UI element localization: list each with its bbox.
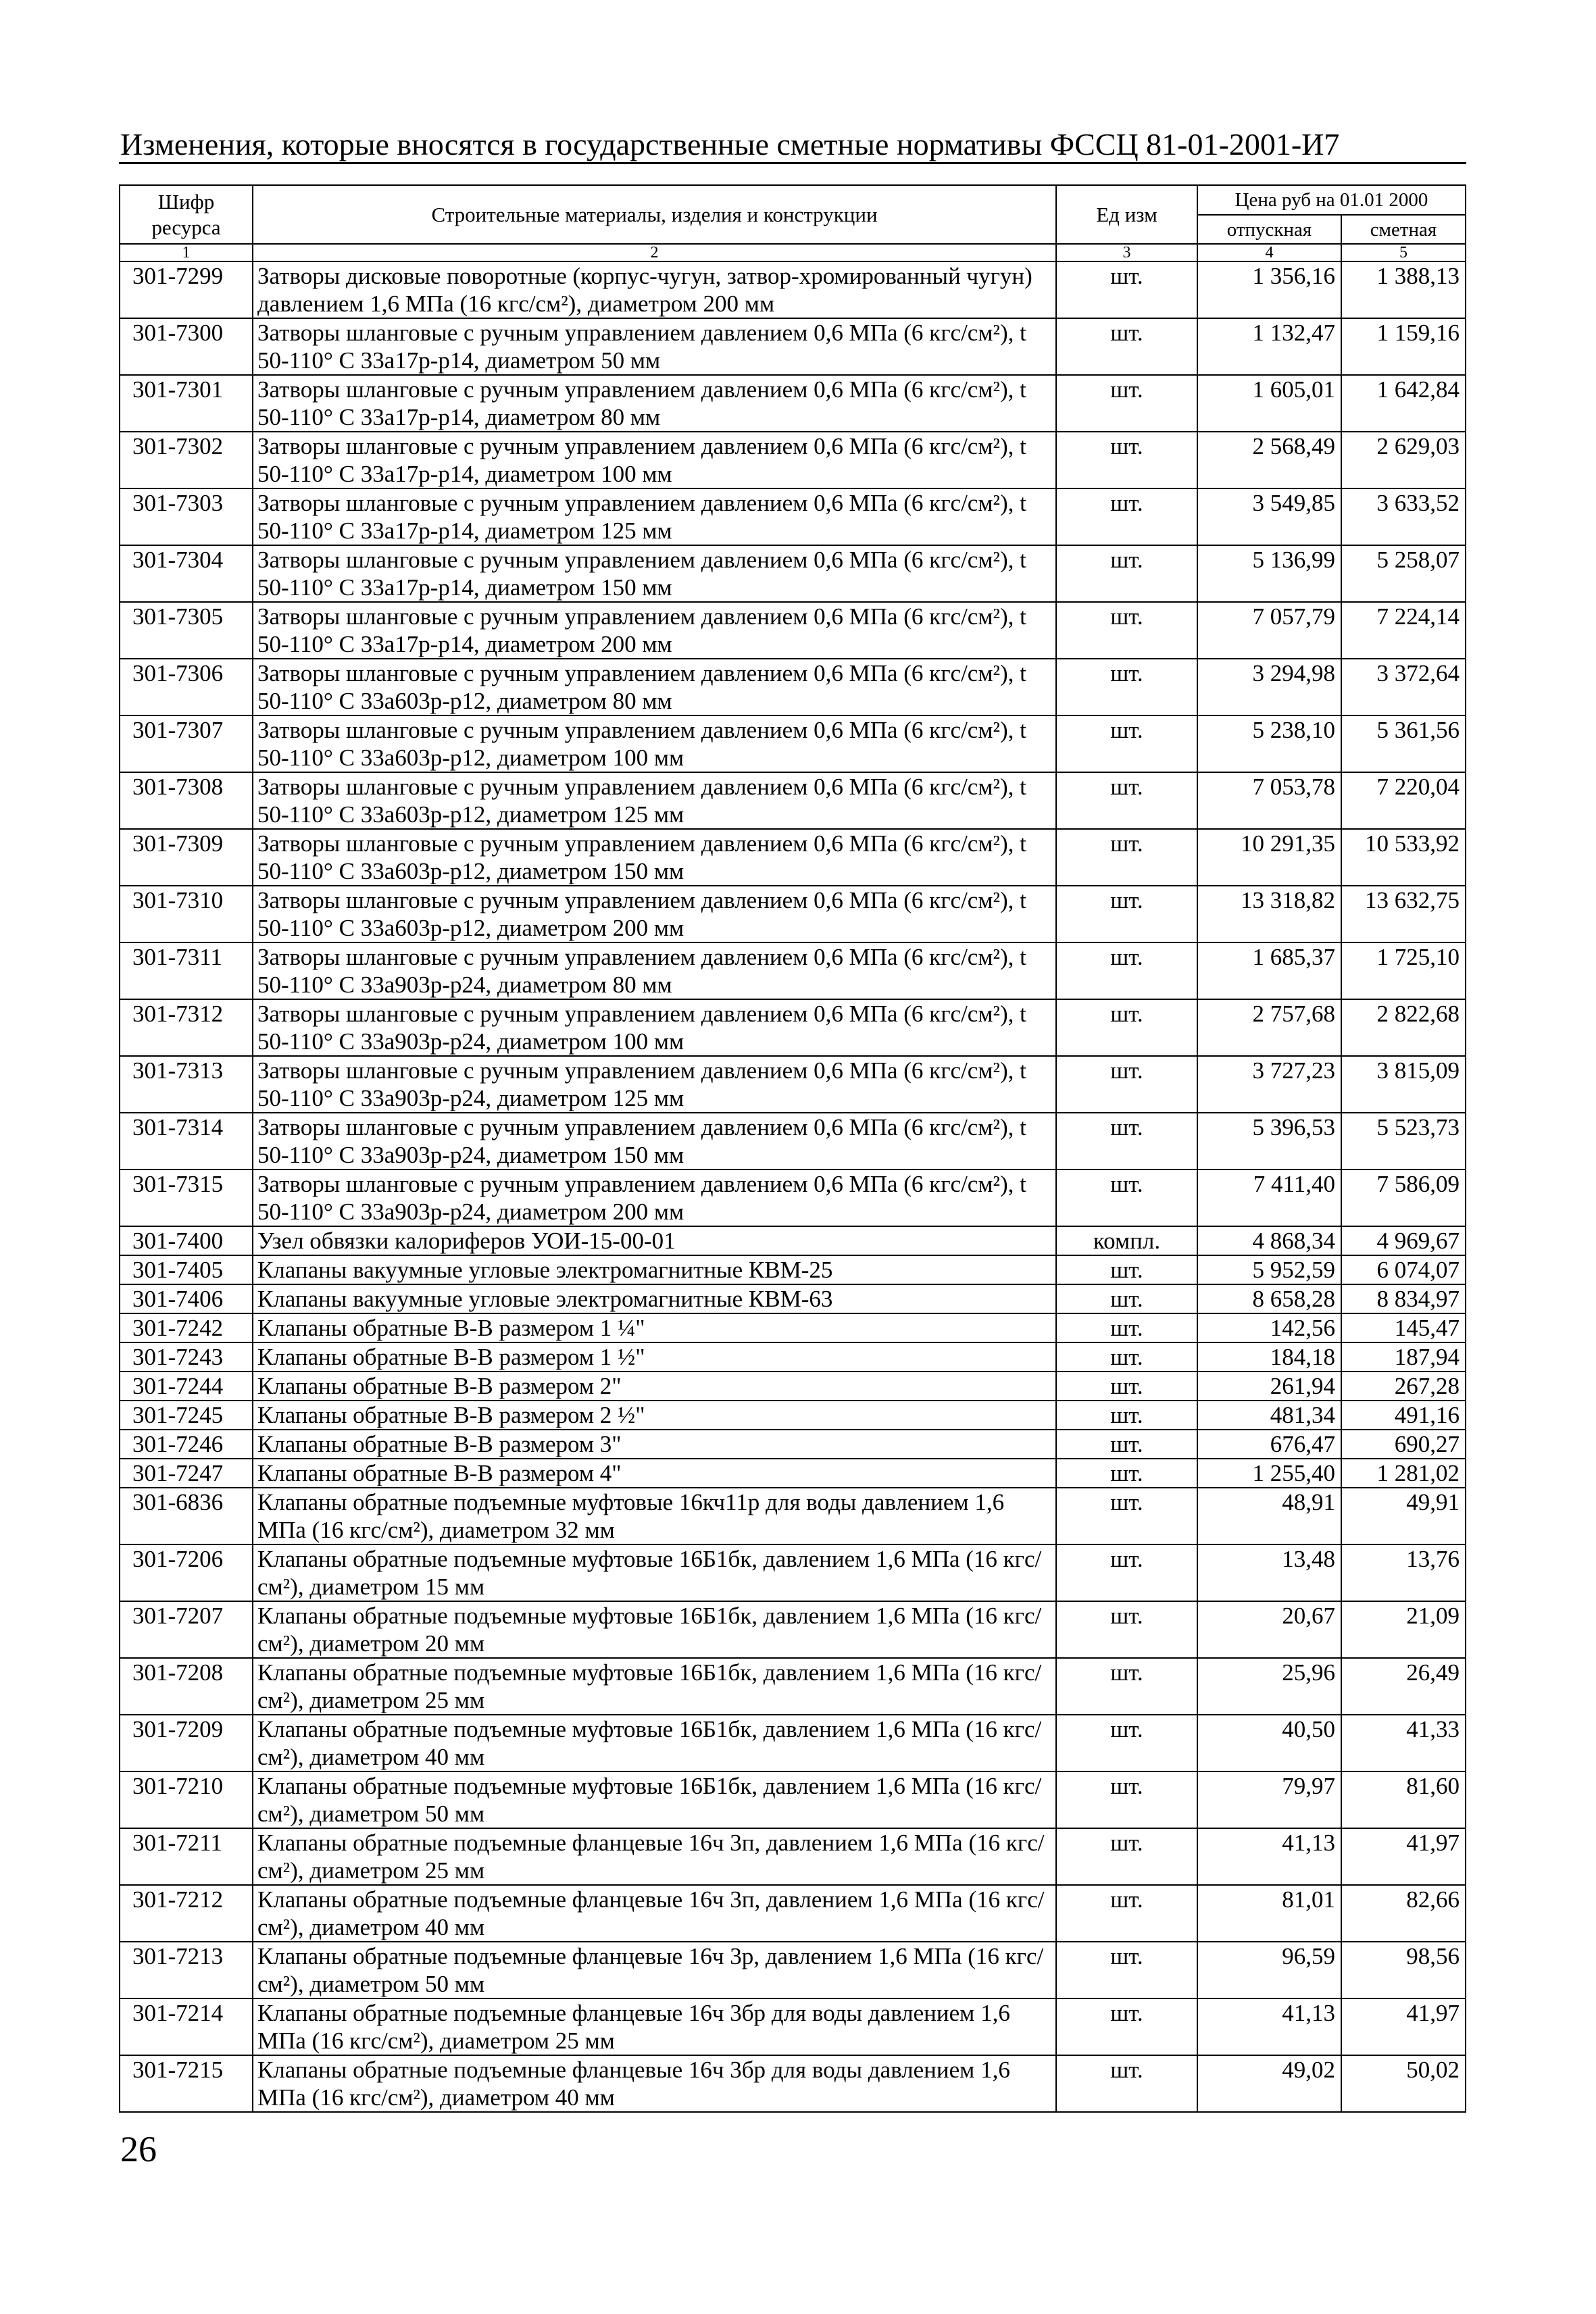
cell-name: Клапаны вакуумные угловые электромагнитные КВМ-63 <box>253 1284 1056 1313</box>
cell-unit: компл. <box>1056 1226 1197 1255</box>
table-row <box>120 715 1466 772</box>
table-row <box>120 942 1466 999</box>
cell-price-release: 1 685,37 <box>1197 942 1341 999</box>
cell-price-estimate: 8 834,97 <box>1341 1284 1466 1313</box>
cell-price-estimate: 7 586,09 <box>1341 1169 1466 1226</box>
cell-name: Клапаны обратные подъемные муфтовые 16Б1бк, давлением 1,6 МПа (16 кгс/см²), диаметром 15 мм <box>253 1544 1056 1601</box>
cell-unit: шт. <box>1056 829 1197 886</box>
table-row <box>120 1342 1466 1372</box>
table-row <box>120 886 1466 942</box>
column-header-code: Шифр ресурса <box>120 185 253 244</box>
table-row <box>120 545 1466 602</box>
cell-unit: шт. <box>1056 1885 1197 1942</box>
column-header-price-estimate: сметная <box>1341 215 1466 244</box>
cell-name: Затворы шланговые с ручным управлением давлением 0,6 МПа (6 кгс/см²), t 50-110° С 33а903р-р24, диаметром 100 мм <box>253 999 1056 1056</box>
table-row <box>120 659 1466 715</box>
table-row <box>120 1430 1466 1459</box>
cell-price-estimate: 49,91 <box>1341 1488 1466 1544</box>
header-rule <box>119 162 1466 164</box>
cell-price-estimate: 7 224,14 <box>1341 602 1466 659</box>
cell-price-release: 25,96 <box>1197 1658 1341 1715</box>
cell-code: 301-7300 <box>120 318 253 375</box>
cell-price-estimate: 2 629,03 <box>1341 432 1466 488</box>
table-row <box>120 1488 1466 1544</box>
table-row <box>120 1056 1466 1113</box>
cell-price-estimate: 6 074,07 <box>1341 1255 1466 1284</box>
table-row <box>120 829 1466 886</box>
cell-code: 301-7309 <box>120 829 253 886</box>
cell-name: Клапаны вакуумные угловые электромагнитные КВМ-25 <box>253 1255 1056 1284</box>
cell-name: Клапаны обратные подъемные муфтовые 16Б1бк, давлением 1,6 МПа (16 кгс/см²), диаметром 25 мм <box>253 1658 1056 1715</box>
cell-unit: шт. <box>1056 375 1197 432</box>
cell-unit: шт. <box>1056 659 1197 715</box>
cell-code: 301-7247 <box>120 1459 253 1488</box>
table-row <box>120 602 1466 659</box>
cell-price-estimate: 2 822,68 <box>1341 999 1466 1056</box>
cell-code: 301-7311 <box>120 942 253 999</box>
cell-price-release: 481,34 <box>1197 1401 1341 1430</box>
cell-price-release: 3 549,85 <box>1197 488 1341 545</box>
column-header-price-group: Цена руб на 01.01 2000 <box>1197 185 1466 215</box>
table-row <box>120 1459 1466 1488</box>
table-row <box>120 1998 1466 2055</box>
table-row <box>120 999 1466 1056</box>
cell-price-estimate: 82,66 <box>1341 1885 1466 1942</box>
cell-name: Клапаны обратные подъемные фланцевые 16ч 3р, давлением 1,6 МПа (16 кгс/см²), диаметром 50 мм <box>253 1942 1056 1998</box>
table-row <box>120 1372 1466 1401</box>
cell-price-estimate: 1 642,84 <box>1341 375 1466 432</box>
column-number: 4 <box>1197 244 1341 261</box>
cell-code: 301-7214 <box>120 1998 253 2055</box>
table-row <box>120 1401 1466 1430</box>
cell-unit: шт. <box>1056 999 1197 1056</box>
page-header-title: Изменения, которые вносятся в государственные сметные нормативы ФССЦ 81-01-2001-И7 <box>120 127 1340 161</box>
table-row <box>120 1226 1466 1255</box>
cell-unit: шт. <box>1056 318 1197 375</box>
cell-price-estimate: 1 159,16 <box>1341 318 1466 375</box>
cell-price-release: 79,97 <box>1197 1771 1341 1828</box>
cell-unit: шт. <box>1056 1372 1197 1401</box>
cell-name: Клапаны обратные В-В размером 2" <box>253 1372 1056 1401</box>
cell-code: 301-7305 <box>120 602 253 659</box>
cell-price-estimate: 26,49 <box>1341 1658 1466 1715</box>
cell-price-estimate: 1 388,13 <box>1341 261 1466 318</box>
cell-unit: шт. <box>1056 602 1197 659</box>
cell-price-release: 40,50 <box>1197 1715 1341 1771</box>
cell-price-release: 20,67 <box>1197 1601 1341 1658</box>
cell-price-release: 4 868,34 <box>1197 1226 1341 1255</box>
cell-name: Затворы шланговые с ручным управлением давлением 0,6 МПа (6 кгс/см²), t 50-110° С 33а17р-р14, диаметром 100 мм <box>253 432 1056 488</box>
table-row <box>120 432 1466 488</box>
cell-price-estimate: 41,33 <box>1341 1715 1466 1771</box>
cell-name: Клапаны обратные В-В размером 4" <box>253 1459 1056 1488</box>
cell-unit: шт. <box>1056 1113 1197 1169</box>
cell-price-release: 3 727,23 <box>1197 1056 1341 1113</box>
table-row <box>120 488 1466 545</box>
cell-price-estimate: 41,97 <box>1341 1828 1466 1885</box>
table-row <box>120 1885 1466 1942</box>
cell-price-estimate: 3 633,52 <box>1341 488 1466 545</box>
cell-unit: шт. <box>1056 261 1197 318</box>
cell-code: 301-7400 <box>120 1226 253 1255</box>
cell-price-release: 5 136,99 <box>1197 545 1341 602</box>
cell-code: 301-7212 <box>120 1885 253 1942</box>
cell-name: Затворы шланговые с ручным управлением давлением 0,6 МПа (6 кгс/см²), t 50-110° С 33а17р-р14, диаметром 80 мм <box>253 375 1056 432</box>
cell-name: Клапаны обратные подъемные муфтовые 16Б1бк, давлением 1,6 МПа (16 кгс/см²), диаметром 20 мм <box>253 1601 1056 1658</box>
column-header-name: Строительные материалы, изделия и конструкции <box>253 185 1056 244</box>
cell-unit: шт. <box>1056 545 1197 602</box>
cell-unit: шт. <box>1056 1488 1197 1544</box>
cell-price-estimate: 13 632,75 <box>1341 886 1466 942</box>
table-row <box>120 1828 1466 1885</box>
cell-price-estimate: 21,09 <box>1341 1601 1466 1658</box>
cell-unit: шт. <box>1056 1284 1197 1313</box>
cell-code: 301-7307 <box>120 715 253 772</box>
cell-name: Затворы шланговые с ручным управлением давлением 0,6 МПа (6 кгс/см²), t 50-110° С 33а17р-р14, диаметром 125 мм <box>253 488 1056 545</box>
cell-price-estimate: 4 969,67 <box>1341 1226 1466 1255</box>
cell-code: 301-7299 <box>120 261 253 318</box>
cell-price-release: 1 356,16 <box>1197 261 1341 318</box>
cell-name: Затворы шланговые с ручным управлением давлением 0,6 МПа (6 кгс/см²), t 50-110° С 33а903р-р24, диаметром 150 мм <box>253 1113 1056 1169</box>
cell-price-release: 41,13 <box>1197 1828 1341 1885</box>
cell-code: 301-7301 <box>120 375 253 432</box>
cell-unit: шт. <box>1056 1601 1197 1658</box>
cell-name: Клапаны обратные подъемные муфтовые 16Б1бк, давлением 1,6 МПа (16 кгс/см²), диаметром 50 мм <box>253 1771 1056 1828</box>
cell-name: Клапаны обратные В-В размером 1 ¼" <box>253 1313 1056 1342</box>
cell-code: 301-7306 <box>120 659 253 715</box>
table-row <box>120 1601 1466 1658</box>
cell-unit: шт. <box>1056 2055 1197 2112</box>
cell-code: 301-7215 <box>120 2055 253 2112</box>
cell-name: Затворы шланговые с ручным управлением давлением 0,6 МПа (6 кгс/см²), t 50-110° С 33а903р-р24, диаметром 80 мм <box>253 942 1056 999</box>
cell-unit: шт. <box>1056 886 1197 942</box>
cell-price-estimate: 267,28 <box>1341 1372 1466 1401</box>
cell-unit: шт. <box>1056 772 1197 829</box>
cell-price-estimate: 7 220,04 <box>1341 772 1466 829</box>
cell-name: Затворы шланговые с ручным управлением давлением 0,6 МПа (6 кгс/см²), t 50-110° С 33а17р-р14, диаметром 50 мм <box>253 318 1056 375</box>
cell-price-release: 142,56 <box>1197 1313 1341 1342</box>
column-number: 3 <box>1056 244 1197 261</box>
cell-unit: шт. <box>1056 1715 1197 1771</box>
cell-unit: шт. <box>1056 1771 1197 1828</box>
cell-unit: шт. <box>1056 1828 1197 1885</box>
cell-price-release: 7 057,79 <box>1197 602 1341 659</box>
cell-price-release: 1 132,47 <box>1197 318 1341 375</box>
cell-code: 301-7245 <box>120 1401 253 1430</box>
cell-name: Затворы шланговые с ручным управлением давлением 0,6 МПа (6 кгс/см²), t 50-110° С 33а17р-р14, диаметром 200 мм <box>253 602 1056 659</box>
table-row <box>120 261 1466 318</box>
cell-price-estimate: 3 815,09 <box>1341 1056 1466 1113</box>
cell-price-release: 48,91 <box>1197 1488 1341 1544</box>
cell-price-estimate: 50,02 <box>1341 2055 1466 2112</box>
cell-unit: шт. <box>1056 715 1197 772</box>
cell-name: Клапаны обратные В-В размером 2 ½" <box>253 1401 1056 1430</box>
cell-name: Клапаны обратные подъемные фланцевые 16ч 3п, давлением 1,6 МПа (16 кгс/см²), диаметром 25 мм <box>253 1828 1056 1885</box>
cell-price-estimate: 10 533,92 <box>1341 829 1466 886</box>
cell-code: 301-7312 <box>120 999 253 1056</box>
cell-price-release: 5 396,53 <box>1197 1113 1341 1169</box>
cell-name: Затворы шланговые с ручным управлением давлением 0,6 МПа (6 кгс/см²), t 50-110° С 33а903р-р24, диаметром 125 мм <box>253 1056 1056 1113</box>
cell-code: 301-7406 <box>120 1284 253 1313</box>
table-row <box>120 1942 1466 1998</box>
cell-unit: шт. <box>1056 942 1197 999</box>
cell-code: 301-7243 <box>120 1342 253 1372</box>
table-row <box>120 1284 1466 1313</box>
cell-price-estimate: 13,76 <box>1341 1544 1466 1601</box>
cell-unit: шт. <box>1056 1544 1197 1601</box>
cell-name: Затворы шланговые с ручным управлением давлением 0,6 МПа (6 кгс/см²), t 50-110° С 33а603р-р12, диаметром 200 мм <box>253 886 1056 942</box>
cell-name: Затворы шланговые с ручным управлением давлением 0,6 МПа (6 кгс/см²), t 50-110° С 33а17р-р14, диаметром 150 мм <box>253 545 1056 602</box>
cell-unit: шт. <box>1056 1942 1197 1998</box>
table-row <box>120 1715 1466 1771</box>
cell-price-release: 8 658,28 <box>1197 1284 1341 1313</box>
cell-name: Затворы шланговые с ручным управлением давлением 0,6 МПа (6 кгс/см²), t 50-110° С 33а603р-р12, диаметром 125 мм <box>253 772 1056 829</box>
cell-unit: шт. <box>1056 1658 1197 1715</box>
cell-unit: шт. <box>1056 1401 1197 1430</box>
table-row <box>120 1544 1466 1601</box>
cell-unit: шт. <box>1056 1255 1197 1284</box>
cell-name: Клапаны обратные В-В размером 3" <box>253 1430 1056 1459</box>
cell-code: 301-7308 <box>120 772 253 829</box>
table-row <box>120 1658 1466 1715</box>
cell-code: 301-7246 <box>120 1430 253 1459</box>
cell-code: 301-7209 <box>120 1715 253 1771</box>
cell-name: Затворы шланговые с ручным управлением давлением 0,6 МПа (6 кгс/см²), t 50-110° С 33а603р-р12, диаметром 150 мм <box>253 829 1056 886</box>
cell-price-release: 41,13 <box>1197 1998 1341 2055</box>
cell-unit: шт. <box>1056 1313 1197 1342</box>
price-table-body <box>120 261 1466 2112</box>
cell-price-release: 3 294,98 <box>1197 659 1341 715</box>
cell-code: 301-7302 <box>120 432 253 488</box>
cell-code: 301-7206 <box>120 1544 253 1601</box>
column-number: 1 <box>120 244 253 261</box>
table-row <box>120 1771 1466 1828</box>
cell-name: Клапаны обратные подъемные фланцевые 16ч 3п, давлением 1,6 МПа (16 кгс/см²), диаметром 40 мм <box>253 1885 1056 1942</box>
cell-code: 301-7213 <box>120 1942 253 1998</box>
table-row <box>120 375 1466 432</box>
cell-price-estimate: 187,94 <box>1341 1342 1466 1372</box>
cell-price-release: 261,94 <box>1197 1372 1341 1401</box>
cell-code: 301-7207 <box>120 1601 253 1658</box>
cell-code: 301-7242 <box>120 1313 253 1342</box>
cell-price-release: 7 053,78 <box>1197 772 1341 829</box>
cell-price-release: 7 411,40 <box>1197 1169 1341 1226</box>
cell-name: Клапаны обратные подъемные муфтовые 16кч11р для воды давлением 1,6 МПа (16 кгс/см²), диаметром 32 мм <box>253 1488 1056 1544</box>
cell-code: 301-6836 <box>120 1488 253 1544</box>
cell-name: Затворы шланговые с ручным управлением давлением 0,6 МПа (6 кгс/см²), t 50-110° С 33а603р-р12, диаметром 100 мм <box>253 715 1056 772</box>
cell-price-estimate: 3 372,64 <box>1341 659 1466 715</box>
cell-unit: шт. <box>1056 1998 1197 2055</box>
cell-price-release: 2 568,49 <box>1197 432 1341 488</box>
cell-name: Затворы шланговые с ручным управлением давлением 0,6 МПа (6 кгс/см²), t 50-110° С 33а903р-р24, диаметром 200 мм <box>253 1169 1056 1226</box>
cell-price-release: 81,01 <box>1197 1885 1341 1942</box>
cell-name: Клапаны обратные подъемные фланцевые 16ч 3бр для воды давлением 1,6 МПа (16 кгс/см²), диаметром 40 мм <box>253 2055 1056 2112</box>
cell-price-release: 184,18 <box>1197 1342 1341 1372</box>
table-row <box>120 772 1466 829</box>
cell-code: 301-7304 <box>120 545 253 602</box>
cell-price-estimate: 81,60 <box>1341 1771 1466 1828</box>
cell-price-release: 49,02 <box>1197 2055 1341 2112</box>
cell-unit: шт. <box>1056 1459 1197 1488</box>
cell-unit: шт. <box>1056 1342 1197 1372</box>
cell-name: Затворы дисковые поворотные (корпус-чугун, затвор-хромированный чугун) давлением 1,6 МПа (16 кгс/см²), диаметром 200 мм <box>253 261 1056 318</box>
table-row <box>120 1313 1466 1342</box>
cell-price-release: 676,47 <box>1197 1430 1341 1459</box>
cell-price-release: 2 757,68 <box>1197 999 1341 1056</box>
cell-code: 301-7313 <box>120 1056 253 1113</box>
cell-code: 301-7208 <box>120 1658 253 1715</box>
cell-unit: шт. <box>1056 488 1197 545</box>
cell-name: Затворы шланговые с ручным управлением давлением 0,6 МПа (6 кгс/см²), t 50-110° С 33а603р-р12, диаметром 80 мм <box>253 659 1056 715</box>
cell-price-estimate: 491,16 <box>1341 1401 1466 1430</box>
cell-price-estimate: 41,97 <box>1341 1998 1466 2055</box>
table-row <box>120 1113 1466 1169</box>
cell-price-release: 13 318,82 <box>1197 886 1341 942</box>
page-number: 26 <box>120 2129 157 2169</box>
cell-price-release: 10 291,35 <box>1197 829 1341 886</box>
cell-price-estimate: 5 523,73 <box>1341 1113 1466 1169</box>
cell-code: 301-7405 <box>120 1255 253 1284</box>
cell-code: 301-7315 <box>120 1169 253 1226</box>
cell-price-release: 5 952,59 <box>1197 1255 1341 1284</box>
cell-name: Клапаны обратные подъемные фланцевые 16ч 3бр для воды давлением 1,6 МПа (16 кгс/см²), диаметром 25 мм <box>253 1998 1056 2055</box>
cell-name: Клапаны обратные подъемные муфтовые 16Б1бк, давлением 1,6 МПа (16 кгс/см²), диаметром 40 мм <box>253 1715 1056 1771</box>
cell-unit: шт. <box>1056 432 1197 488</box>
cell-code: 301-7244 <box>120 1372 253 1401</box>
cell-price-release: 96,59 <box>1197 1942 1341 1998</box>
cell-price-release: 13,48 <box>1197 1544 1341 1601</box>
column-header-price-release: отпускная <box>1197 215 1341 244</box>
cell-code: 301-7210 <box>120 1771 253 1828</box>
cell-name: Клапаны обратные В-В размером 1 ½" <box>253 1342 1056 1372</box>
price-table <box>119 184 1466 2113</box>
column-number: 5 <box>1341 244 1466 261</box>
table-row <box>120 1169 1466 1226</box>
cell-price-estimate: 1 725,10 <box>1341 942 1466 999</box>
table-row <box>120 318 1466 375</box>
cell-price-estimate: 5 258,07 <box>1341 545 1466 602</box>
column-number: 2 <box>253 244 1056 261</box>
cell-price-release: 1 605,01 <box>1197 375 1341 432</box>
cell-name: Узел обвязки калориферов УОИ-15-00-01 <box>253 1226 1056 1255</box>
cell-code: 301-7310 <box>120 886 253 942</box>
cell-code: 301-7303 <box>120 488 253 545</box>
cell-code: 301-7314 <box>120 1113 253 1169</box>
cell-price-estimate: 1 281,02 <box>1341 1459 1466 1488</box>
column-header-unit: Ед изм <box>1056 185 1197 244</box>
cell-price-estimate: 145,47 <box>1341 1313 1466 1342</box>
cell-unit: шт. <box>1056 1169 1197 1226</box>
table-row <box>120 2055 1466 2112</box>
cell-price-release: 5 238,10 <box>1197 715 1341 772</box>
cell-price-estimate: 5 361,56 <box>1341 715 1466 772</box>
table-row <box>120 1255 1466 1284</box>
cell-unit: шт. <box>1056 1430 1197 1459</box>
cell-price-estimate: 98,56 <box>1341 1942 1466 1998</box>
cell-unit: шт. <box>1056 1056 1197 1113</box>
cell-price-release: 1 255,40 <box>1197 1459 1341 1488</box>
cell-code: 301-7211 <box>120 1828 253 1885</box>
cell-price-estimate: 690,27 <box>1341 1430 1466 1459</box>
